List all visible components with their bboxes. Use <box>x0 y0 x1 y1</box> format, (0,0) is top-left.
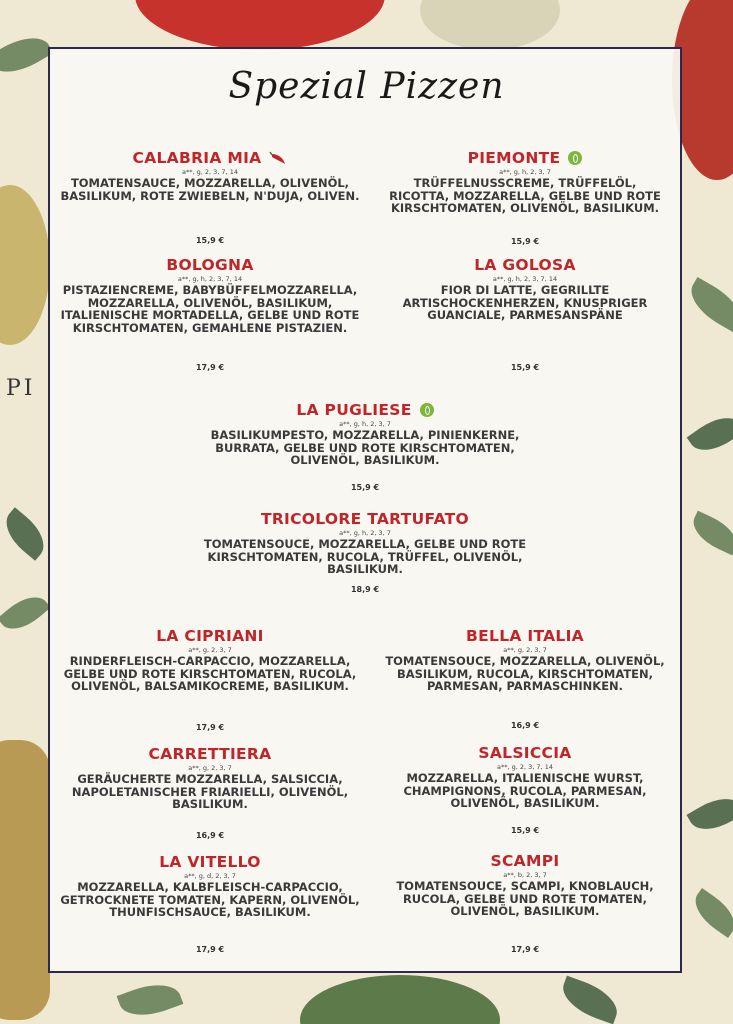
item-description: GERÄUCHERTE MOZZARELLA, SALSICCIA, NAPOLETANISCHER FRIARIELLI, OLIVENÖL, BASILIKUM. <box>71 772 349 812</box>
item-description: TOMATENSOUCE, MOZZARELLA, GELBE UND ROTE KIRSCHTOMATEN, RUCOLA, TRÜFFEL, OLIVENÖL, BASILIKUM. <box>203 537 527 577</box>
leaf-icon <box>683 277 733 333</box>
item-price: 15,9 € <box>510 826 540 835</box>
item-description: FIOR DI LATTE, GEGRILLTE ARTISCHOCKENHERZEN, KNUSPRIGER GUANCIALE, PARMESANSPÄNE <box>402 283 648 323</box>
item-name: CALABRIA MIA <box>132 149 262 167</box>
item-price: 16,9 € <box>510 721 540 730</box>
item-price: 17,9 € <box>510 945 540 954</box>
leaf-icon <box>687 408 733 461</box>
leaf-icon <box>687 511 733 556</box>
vegetarian-icon <box>420 403 434 417</box>
item-price: 16,9 € <box>195 831 225 840</box>
onion-illustration <box>0 185 50 345</box>
item-allergens: a**, g, 2, 3, 7 <box>503 646 547 654</box>
item-allergens: a**, g, h, 2, 3, 7, 14 <box>177 275 243 283</box>
item-description: TOMATENSAUCE, MOZZARELLA, OLIVENÖL, BASILIKUM, ROTE ZWIEBELN, N'DUJA, OLIVEN. <box>60 176 360 203</box>
menu-item-la-vitello <box>60 852 360 954</box>
menu-item-la-golosa <box>385 255 665 372</box>
item-name: BOLOGNA <box>166 256 254 274</box>
leaf-icon <box>686 789 733 839</box>
leaf-icon <box>0 588 51 639</box>
item-allergens: a**, g, 2, 3, 7, 14 <box>182 168 238 176</box>
page-title: Spezial Pizzen <box>228 66 505 107</box>
item-name: SCAMPI <box>490 852 560 870</box>
menu-item-la-cipriani <box>60 626 360 732</box>
item-name: LA GOLOSA <box>474 256 576 274</box>
item-name: PIEMONTE <box>467 149 561 167</box>
item-allergens: a**, g, 2, 3, 7 <box>188 646 232 654</box>
menu-item-carrettiera <box>60 744 360 840</box>
menu-item-la-pugliese <box>195 400 535 492</box>
item-description: BASILIKUMPESTO, MOZZARELLA, PINIENKERNE, BURRATA, GELBE UND ROTE KIRSCHTOMATEN, OLIVENÖL, BASILIKUM. <box>210 428 520 468</box>
menu-item-tricolore-tartufato <box>195 509 535 594</box>
menu-item-calabria-mia <box>60 148 360 245</box>
leaf-icon <box>0 507 53 561</box>
mushroom-illustration <box>420 0 560 50</box>
item-description: TOMATENSOUCE, MOZZARELLA, OLIVENÖL, BASILIKUM, RUCOLA, KIRSCHTOMATEN, PARMESAN, PARMASCHINKEN. <box>385 654 665 694</box>
item-price: 17,9 € <box>195 945 225 954</box>
vegetarian-icon <box>568 151 582 165</box>
item-description: TOMATENSOUCE, SCAMPI, KNOBLAUCH, RUCOLA, GELBE UND ROTE TOMATEN, OLIVENÖL, BASILIKUM. <box>396 879 654 919</box>
item-description: PISTAZIENCREME, BABYBÜFFELMOZZARELLA, MOZZARELLA, OLIVENÖL, BASILIKUM, ITALIENISCHE MORTADELLA, GELBE UND ROTE KIRSCHTOMATEN, GEMAHLENE PISTAZIEN. <box>60 283 360 335</box>
item-allergens: a**, g, h, 2, 3, 7 <box>339 420 391 428</box>
item-name: SALSICCIA <box>478 744 572 762</box>
item-description: RINDERFLEISCH-CARPACCIO, MOZZARELLA, GELBE UND ROTE KIRSCHTOMATEN, RUCOLA, OLIVENÖL, BALSAMIKOCREME, BASILIKUM. <box>63 654 357 694</box>
menu-item-piemonte <box>385 148 665 246</box>
item-description: TRÜFFELNUSSCREME, TRÜFFELÖL, RICOTTA, MOZZARELLA, GELBE UND ROTE KIRSCHTOMATEN, OLIVENÖL, BASILIKUM. <box>389 176 661 216</box>
item-description: MOZZARELLA, KALBFLEISCH-CARPACCIO, GETROCKNETE TOMATEN, KAPERN, OLIVENÖL, THUNFISCHSAUCE, BASILIKUM. <box>60 880 360 920</box>
leaf-icon <box>687 888 733 938</box>
item-allergens: a**, g, h, 2, 3, 7 <box>339 529 391 537</box>
item-price: 17,9 € <box>195 723 225 732</box>
menu-item-bologna <box>60 255 360 372</box>
item-description: MOZZARELLA, ITALIENISCHE WURST, CHAMPIGNONS, RUCOLA, PARMESAN, OLIVENÖL, BASILIKUM. <box>403 771 647 811</box>
menu-item-scampi <box>385 851 665 954</box>
item-allergens: a**, g, d, 2, 3, 7 <box>184 872 236 880</box>
tomato-illustration <box>135 0 385 50</box>
item-allergens: a**, g, 2, 3, 7 <box>188 764 232 772</box>
item-allergens: a**, b, 2, 3, 7 <box>503 871 547 879</box>
item-name: LA CIPRIANI <box>156 627 264 645</box>
oil-bottle-illustration <box>0 740 50 1020</box>
menu-item-salsiccia <box>385 743 665 835</box>
item-price: 15,9 € <box>510 363 540 372</box>
item-price: 15,9 € <box>510 237 540 246</box>
item-price: 17,9 € <box>195 363 225 372</box>
side-text: PI <box>6 376 36 401</box>
herbs-illustration <box>300 975 500 1024</box>
item-name: LA VITELLO <box>159 853 261 871</box>
item-price: 18,9 € <box>350 585 380 594</box>
item-name: BELLA ITALIA <box>466 627 584 645</box>
item-price: 15,9 € <box>350 483 380 492</box>
item-name: LA PUGLIESE <box>296 401 412 419</box>
item-allergens: a**, g, 2, 3, 7, 14 <box>497 763 553 771</box>
menu-item-bella-italia <box>385 626 665 730</box>
leaf-icon <box>117 976 184 1024</box>
item-price: 15,9 € <box>195 236 225 245</box>
chili-icon <box>269 151 287 165</box>
item-name: CARRETTIERA <box>148 745 272 763</box>
item-name: TRICOLORE TARTUFATO <box>260 510 470 528</box>
item-allergens: a**, g, h, 2, 3, 7, 14 <box>492 275 558 283</box>
leaf-icon <box>557 976 624 1024</box>
item-allergens: a**, g, h, 2, 3, 7 <box>499 168 551 176</box>
